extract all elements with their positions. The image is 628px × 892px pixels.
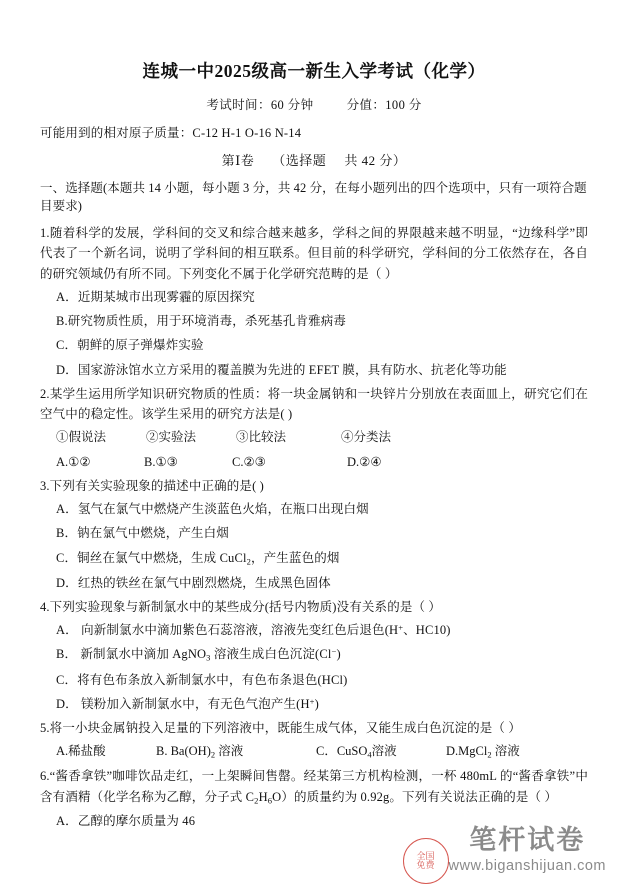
atomic-mass-line: 可能用到的相对原子质量：C-12 H-1 O-16 N-14 <box>40 126 302 140</box>
question-option: C．铜丝在氯气中燃烧，生成 CuCl$_2$，产生蓝色的烟 <box>56 550 340 566</box>
question-option: A.稀盐酸 <box>56 744 106 759</box>
question-option: A．氢气在氯气中燃烧产生淡蓝色火焰，在瓶口出现白烟 <box>56 502 369 516</box>
question-option: C．朝鲜的原子弹爆炸实验 <box>56 338 204 353</box>
method-item: ②实验法 <box>146 430 197 445</box>
question-option: C．将有色布条放入新制氯水中，有色布条退色(HCl) <box>56 672 348 687</box>
question-stem: 1.随着科学的发展，学科间的交叉和综合越来越多，学科之间的界限越来越不明显，“边缘科学”即代表了一个新名词，说明了学科间的相互联系。但目前的科学研究，学科间的分工依然存在，各自的研究领域仍有所不同。下列变化不属于化学研究范畴的是（ ） <box>40 226 588 281</box>
section-header <box>40 150 588 169</box>
exam-score: 分值：100 分 <box>346 98 422 112</box>
section-type: （选择题 <box>272 153 327 168</box>
watermark-url: www.biganshijuan.com <box>448 858 606 874</box>
question-option: D.MgCl$_2$ 溶液 <box>446 744 520 760</box>
question-option: B． 新制氯水中滴加 AgNO$_3$ 溶液生成白色沉淀(Cl−) <box>56 646 341 663</box>
question-option: B. $Ba(OH)_2$ 溶液 <box>156 744 244 760</box>
method-item: ④分类法 <box>341 430 392 445</box>
stamp-icon <box>403 838 449 884</box>
question-stem: 3.下列有关实验现象的描述中正确的是( ) <box>40 478 264 493</box>
question-option: D． 镁粉加入新制氯水中，有无色气泡产生(H+) <box>56 696 319 711</box>
question-option: C．CuSO$_4$溶液 <box>316 744 397 760</box>
part-title: 一、选择题(本题共 14 小题，每小题 3 分，共 42 分，在每小题列出的四个选项中，只有一项符合题目要求) <box>40 181 587 213</box>
question-stem: 6.“酱香拿铁”咖啡饮品走红，一上架瞬间售罄。经某第三方机构检测，一杯 480mL 的“酱香拿铁”中含有酒精（化学名称为乙醇，分子式 $C_2H_6O$）的质量约为 0.92g。下列有关说法正确的是（ ） <box>40 769 588 806</box>
question-option: A．近期某城市出现雾霾的原因探究 <box>56 289 255 304</box>
question-stem: 4.下列实验现象与新制氯水中的某些成分(括号内物质)没有关系的是（ ） <box>40 599 442 614</box>
question-option: A.①② <box>56 454 91 469</box>
method-item: ③比较法 <box>236 430 287 445</box>
question-option: D．红热的铁丝在氯气中剧烈燃烧，生成黑色固体 <box>56 575 331 590</box>
question-option: B.①③ <box>144 454 178 469</box>
section-part: 第Ⅰ卷 <box>221 153 255 168</box>
watermark <box>416 825 607 874</box>
question-stem: 5.将一小块金属钠投入足量的下列溶液中，既能生成气体，又能生成白色沉淀的是（ ） <box>40 721 522 736</box>
question-option: B．钠在氯气中燃烧，产生白烟 <box>56 526 229 541</box>
exam-meta <box>40 95 588 113</box>
question-option: B.研究物质性质，用于环境消毒，杀死基孔肯雅病毒 <box>56 314 347 328</box>
question-option: C.②③ <box>232 454 266 469</box>
page-title: 连城一中2025级高一新生入学考试（化学） <box>142 61 486 81</box>
section-score: 共 42 分） <box>344 153 407 168</box>
question-option-row <box>40 741 588 762</box>
question-option: D.②④ <box>347 454 382 469</box>
question-method-list <box>40 427 588 447</box>
question-option: D．国家游泳馆水立方采用的覆盖膜为先进的 EFET 膜，具有防水、抗老化等功能 <box>56 362 507 377</box>
stamp-label: 全国免费 <box>416 850 435 871</box>
method-item: ①假说法 <box>56 430 107 445</box>
question-option: A．乙醇的摩尔质量为 46 <box>56 813 196 828</box>
question-option: A． 向新制氯水中滴加紫色石蕊溶液，溶液先变红色后退色(H+、HC10) <box>56 622 451 638</box>
question-option-row <box>40 452 588 472</box>
question-stem: 2.某学生运用所学知识研究物质的性质：将一块金属钠和一块锌片分别放在表面皿上，研究它们在空气中的稳定性。该学生采用的研究方法是( ) <box>40 386 588 421</box>
watermark-title: 笔杆试卷 <box>469 825 586 856</box>
exam-time: 考试时间：60 分钟 <box>206 98 314 112</box>
